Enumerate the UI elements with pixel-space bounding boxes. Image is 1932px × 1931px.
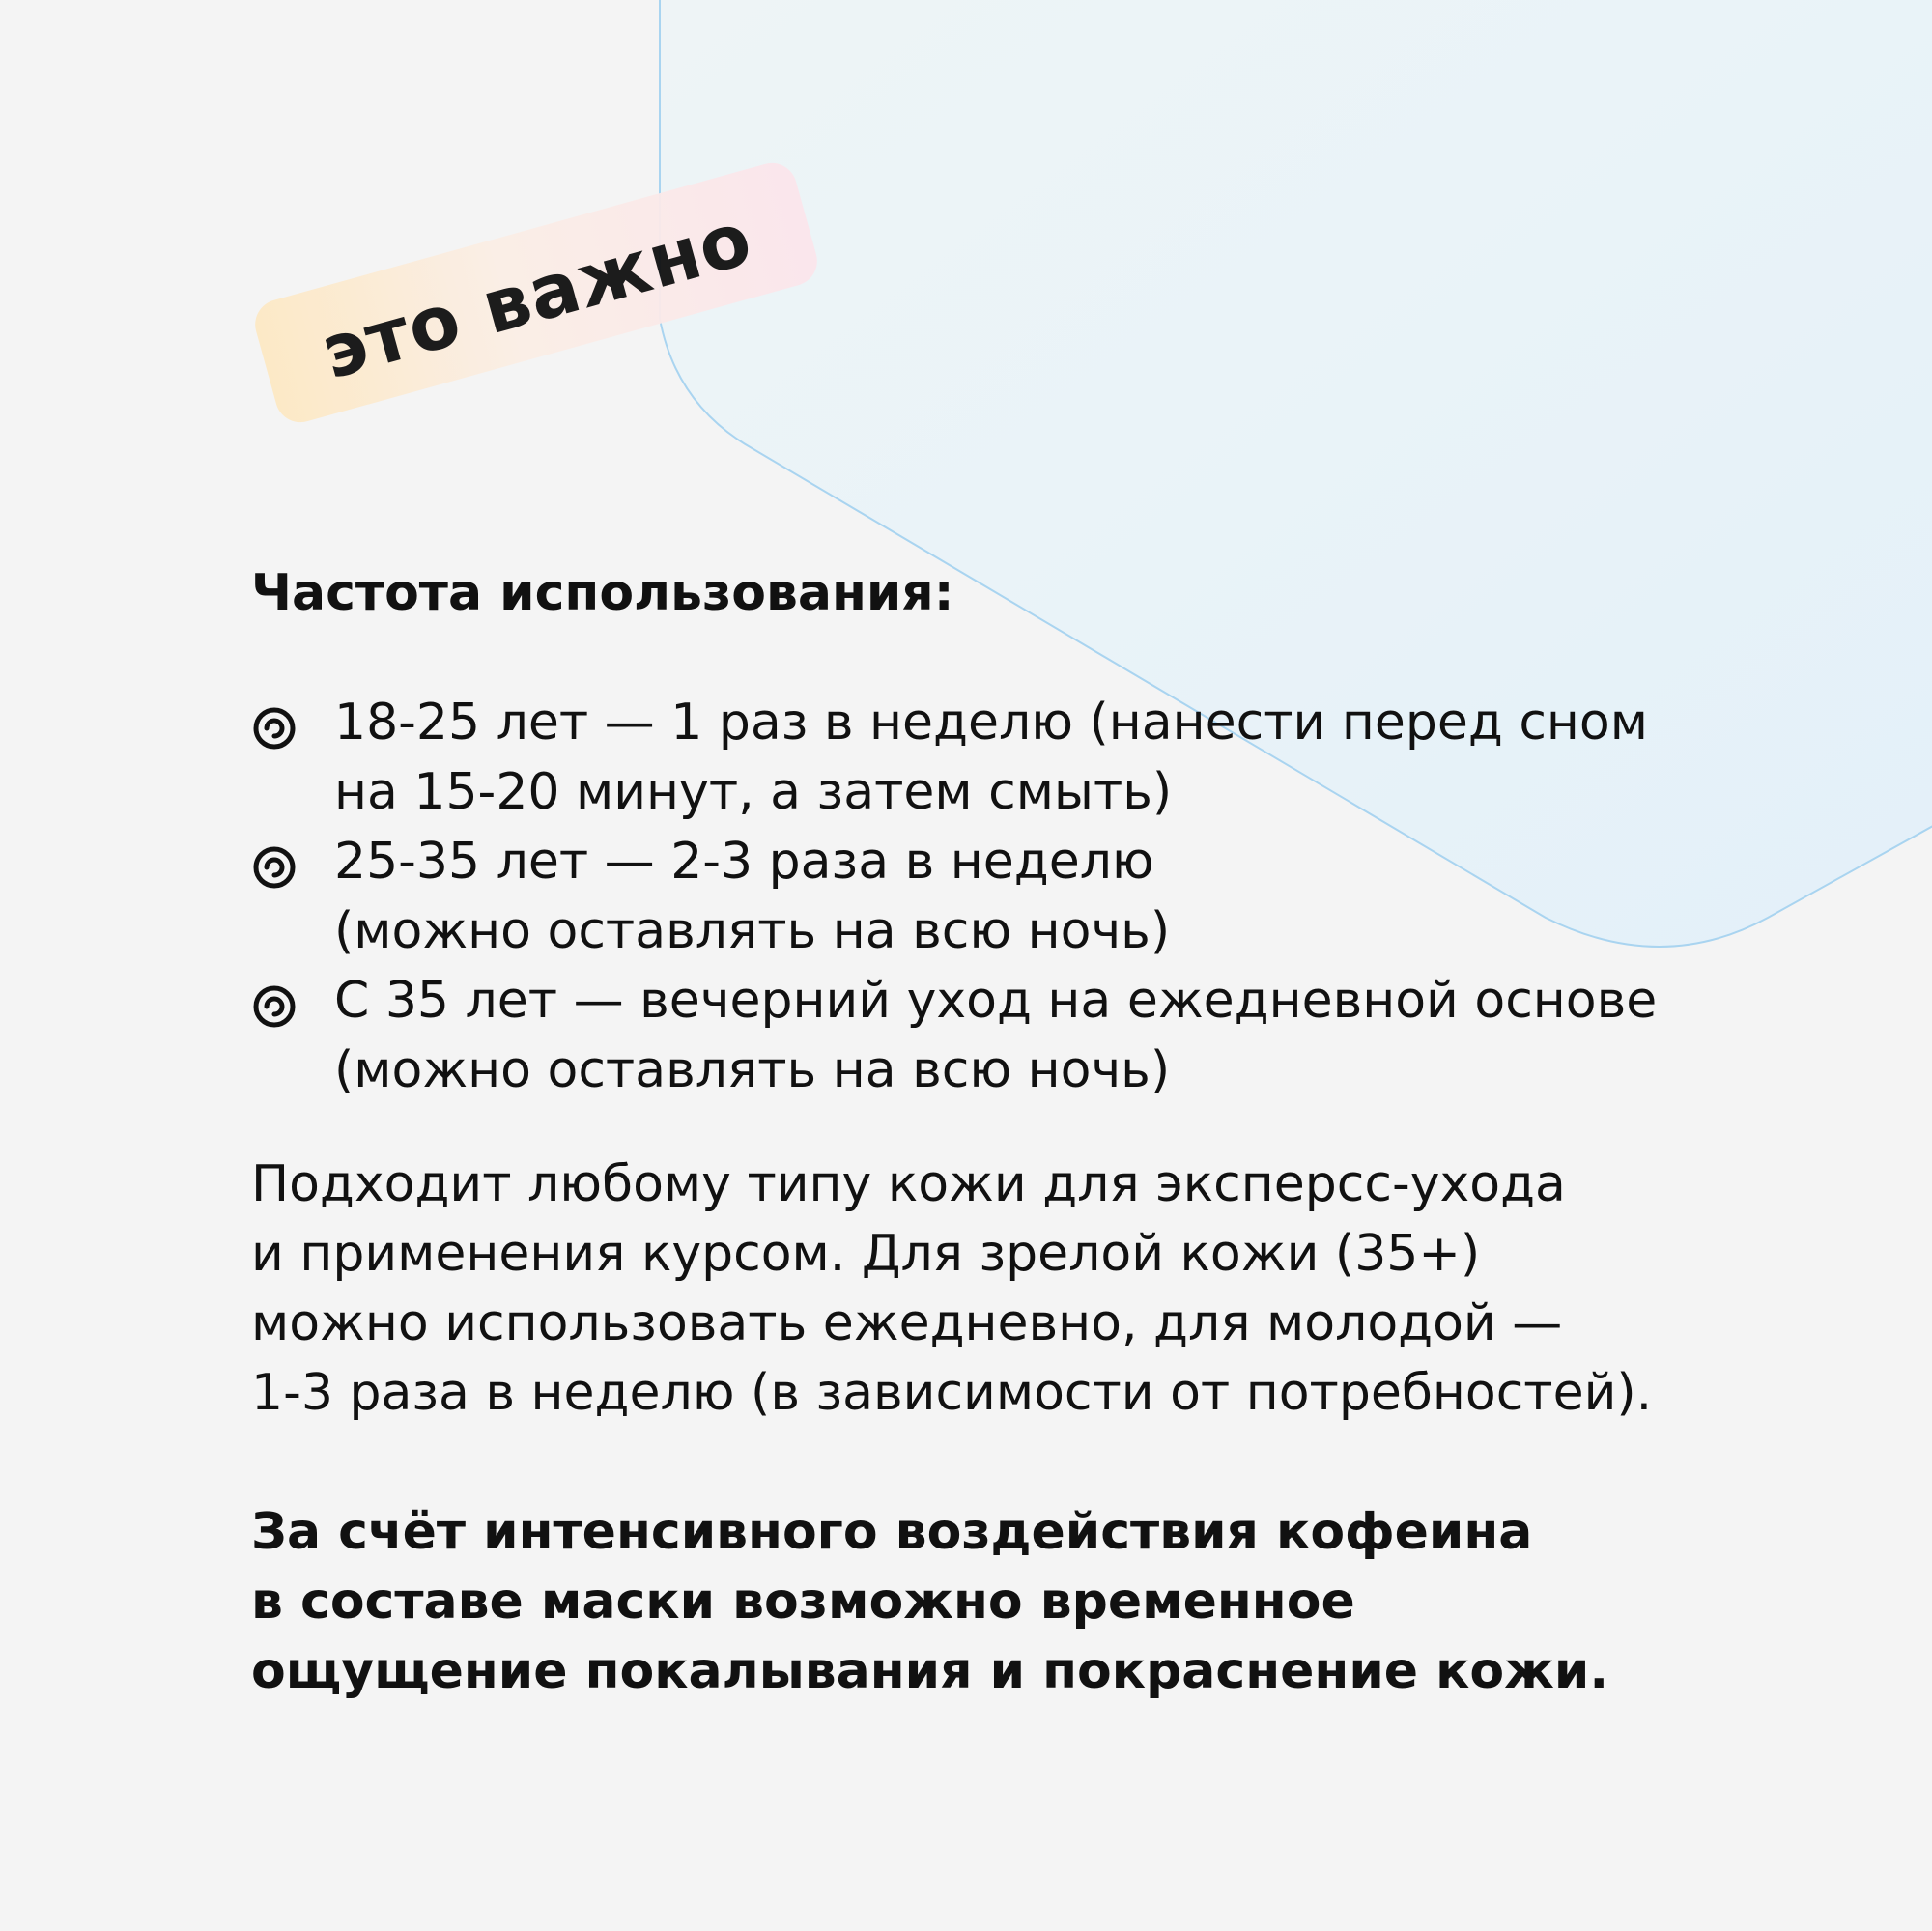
list-item-line: С 35 лет — вечерний уход на ежедневной основе bbox=[334, 972, 1658, 1030]
badge-label: это важно bbox=[312, 194, 761, 395]
paragraph-line: ощущение покалывания и покраснение кожи. bbox=[251, 1642, 1609, 1700]
list-item-line: 25-35 лет — 2-3 раза в неделю bbox=[334, 833, 1154, 891]
list-item-line: 18-25 лет — 1 раз в неделю (нанести перед сном bbox=[334, 694, 1648, 752]
paragraph-line: можно использовать ежедневно, для молодой — bbox=[251, 1294, 1563, 1352]
paragraph-line: Подходит любому типу кожи для эксперсс-ухода bbox=[251, 1155, 1566, 1213]
list-item-line: (можно оставлять на всю ночь) bbox=[334, 902, 1171, 960]
list-item bbox=[251, 688, 1657, 827]
warning-paragraph bbox=[251, 1497, 1608, 1706]
spiral-bullet-icon bbox=[251, 844, 298, 891]
list-item bbox=[251, 966, 1657, 1105]
list-item bbox=[251, 827, 1657, 966]
list-item-line: на 15-20 минут, а затем смыть) bbox=[334, 763, 1173, 821]
spiral-bullet-icon bbox=[251, 983, 298, 1030]
frequency-heading: Частота использования: bbox=[251, 564, 954, 622]
paragraph-line: и применения курсом. Для зрелой кожи (35+) bbox=[251, 1225, 1481, 1283]
paragraph-line: 1-3 раза в неделю (в зависимости от потребностей). bbox=[251, 1364, 1653, 1422]
list-item-line: (можно оставлять на всю ночь) bbox=[334, 1041, 1171, 1099]
frequency-list bbox=[251, 688, 1657, 1105]
suitability-paragraph bbox=[251, 1150, 1652, 1428]
spiral-bullet-icon bbox=[251, 705, 298, 752]
paragraph-line: в составе маски возможно временное bbox=[251, 1573, 1355, 1631]
paragraph-line: За счёт интенсивного воздействия кофеина bbox=[251, 1503, 1533, 1561]
